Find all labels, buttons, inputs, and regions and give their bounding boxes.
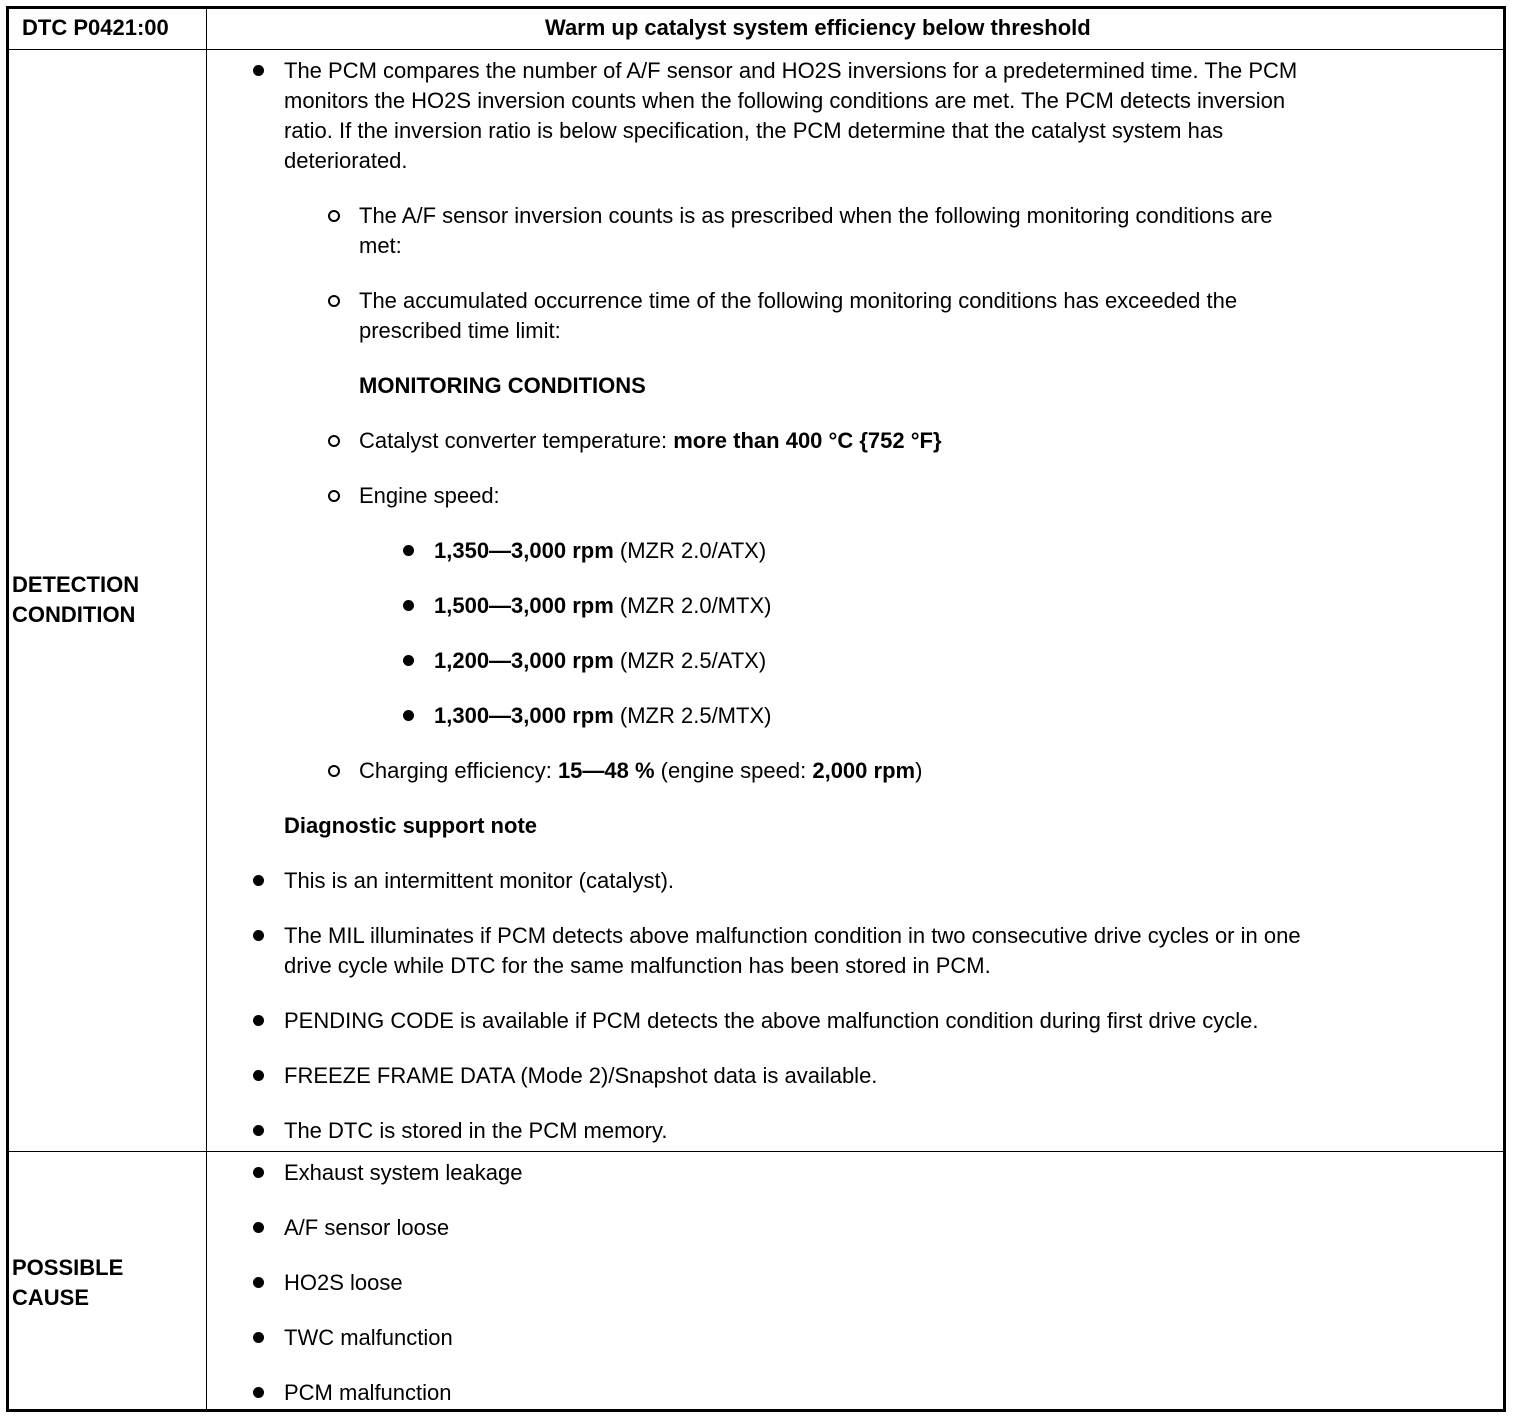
circle-bullet-icon <box>328 435 340 447</box>
bullet-icon <box>253 875 264 886</box>
cause-label-1: POSSIBLE <box>12 1255 124 1280</box>
intro-line: The PCM compares the number of A/F sensor and HO2S inversions for a predetermined time. The PCM <box>284 58 1298 83</box>
detection-label-1: DETECTION <box>12 572 140 597</box>
intro-line: monitors the HO2S inversion counts when the following conditions are met. The PCM detects inversion <box>284 88 1286 113</box>
bullet-icon <box>403 710 414 721</box>
column-divider <box>206 9 207 1409</box>
bullet-icon <box>253 1332 264 1343</box>
sub2-line: The accumulated occurrence time of the following monitoring conditions has exceeded the <box>359 288 1238 313</box>
circle-bullet-icon <box>328 490 340 502</box>
engine-speed-item: 1,350—3,000 rpm (MZR 2.0/ATX) <box>434 538 767 563</box>
cause-label-2: CAUSE <box>12 1285 90 1310</box>
catalyst-temp: Catalyst converter temperature: more than 400 °C {752 °F} <box>359 428 942 453</box>
bullet-icon <box>253 1070 264 1081</box>
bullet-icon <box>253 1125 264 1136</box>
charging-efficiency: Charging efficiency: 15—48 % (engine speed: 2,000 rpm) <box>359 758 923 783</box>
sub1-line: met: <box>359 233 402 258</box>
intro-line: deteriorated. <box>284 148 408 173</box>
bullet-icon <box>253 930 264 941</box>
detection-label-2: CONDITION <box>12 602 136 627</box>
cause-item: HO2S loose <box>284 1270 403 1295</box>
header-divider <box>9 49 1503 50</box>
bullet-icon <box>403 545 414 556</box>
sub2-line: prescribed time limit: <box>359 318 561 343</box>
bullet-icon <box>253 1387 264 1398</box>
bullet-icon <box>403 655 414 666</box>
note-freeze: FREEZE FRAME DATA (Mode 2)/Snapshot data is available. <box>284 1063 878 1088</box>
sub1-line: The A/F sensor inversion counts is as prescribed when the following monitoring conditions are <box>359 203 1273 228</box>
bullet-icon <box>253 65 264 76</box>
dtc-code: DTC P0421:00 <box>22 15 169 40</box>
dtc-title: Warm up catalyst system efficiency below threshold <box>545 15 1091 40</box>
bullet-icon <box>253 1277 264 1288</box>
note-pending: PENDING CODE is available if PCM detects the above malfunction condition during first drive cycle. <box>284 1008 1259 1033</box>
note-mil-line: The MIL illuminates if PCM detects above malfunction condition in two consecutive drive cycles or in one <box>284 923 1301 948</box>
circle-bullet-icon <box>328 295 340 307</box>
engine-speed-item: 1,500—3,000 rpm (MZR 2.0/MTX) <box>434 593 772 618</box>
monitoring-heading: MONITORING CONDITIONS <box>359 373 646 398</box>
bullet-icon <box>253 1222 264 1233</box>
bullet-icon <box>403 600 414 611</box>
circle-bullet-icon <box>328 210 340 222</box>
circle-bullet-icon <box>328 765 340 777</box>
cause-item: TWC malfunction <box>284 1325 453 1350</box>
engine-speed-item: 1,200—3,000 rpm (MZR 2.5/ATX) <box>434 648 767 673</box>
engine-speed-label: Engine speed: <box>359 483 500 508</box>
cause-item: Exhaust system leakage <box>284 1160 523 1185</box>
cause-item: PCM malfunction <box>284 1380 452 1405</box>
intro-line: ratio. If the inversion ratio is below specification, the PCM determine that the catalyst system has <box>284 118 1224 143</box>
support-heading: Diagnostic support note <box>284 813 537 838</box>
bullet-icon <box>253 1015 264 1026</box>
bullet-icon <box>253 1167 264 1178</box>
note-stored: The DTC is stored in the PCM memory. <box>284 1118 668 1143</box>
note-mil-line: drive cycle while DTC for the same malfunction has been stored in PCM. <box>284 953 991 978</box>
note-intermittent: This is an intermittent monitor (catalyst). <box>284 868 675 893</box>
section-divider <box>9 1151 1503 1152</box>
engine-speed-item: 1,300—3,000 rpm (MZR 2.5/MTX) <box>434 703 772 728</box>
cause-item: A/F sensor loose <box>284 1215 450 1240</box>
